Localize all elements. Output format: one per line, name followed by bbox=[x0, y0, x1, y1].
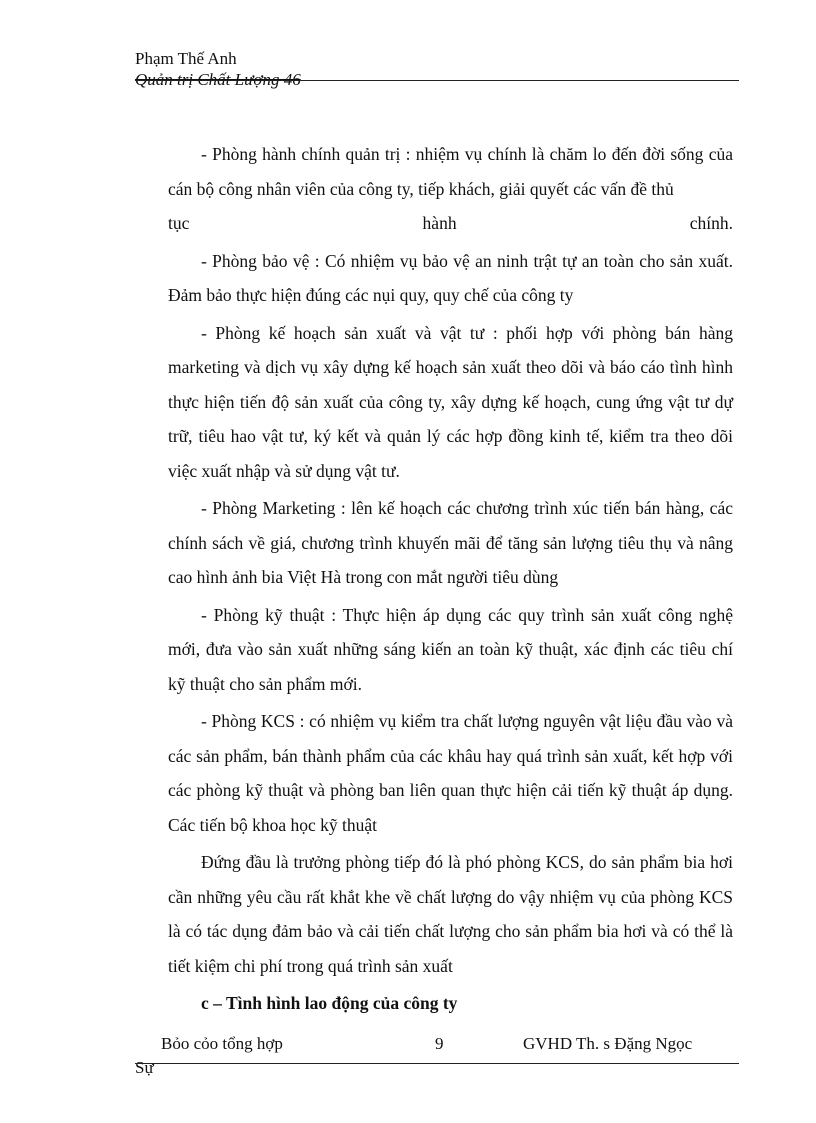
section-heading: c – Tình hình lao động của công ty bbox=[201, 993, 458, 1013]
header-author: Phạm Thế Anh bbox=[135, 49, 237, 68]
paragraph-technical: - Phòng kỹ thuật : Thực hiện áp dụng các quy trình sản xuất công nghệ mới, đưa vào sản xuất những sáng kiến an toàn kỹ thuật, xác định các tiêu chí kỹ thuật cho sản phẩm mới. bbox=[168, 604, 733, 694]
paragraph-kcs: - Phòng KCS : có nhiệm vụ kiểm tra chất lượng nguyên vật liệu đầu vào và các sản phẩm, bán thành phẩm của các khâu hay quá trình sản xuất, kết hợp với các phòng kỹ thuật và phòng ban liên quan thực hiện cải tiến kỹ thuật áp dụng. Các tiến bộ khoa học kỹ thuật bbox=[168, 711, 733, 835]
footer-divider bbox=[135, 1063, 739, 1064]
page-number: 9 bbox=[435, 1034, 444, 1053]
document-body bbox=[168, 137, 733, 1021]
paragraph-admin-last-line: tục hành chính. bbox=[168, 213, 733, 233]
footer-supervisor: GVHD Th. s Đặng Ngọc bbox=[523, 1034, 693, 1053]
paragraph-security: - Phòng bảo vệ : Có nhiệm vụ bảo vệ an ninh trật tự an toàn cho sản xuất. Đảm bảo thực hiện đúng các nụi quy, quy chế của công ty bbox=[168, 250, 733, 305]
page-header bbox=[135, 48, 739, 90]
paragraph-kcs-leadership: Đứng đầu là trưởng phòng tiếp đó là phó phòng KCS, do sản phẩm bia hơi cần những yêu cầu rất khắt khe về chất lượng do vậy nhiệm vụ của phòng KCS là có tác dụng đảm bảo và cải tiến chất lượng cho sản phẩm bia hơi và có thể là tiết kiệm chi phí trong quá trình sản xuất bbox=[168, 852, 733, 976]
header-course: Quản trị Chất Lượng 46 bbox=[135, 70, 301, 89]
paragraph-planning: - Phòng kế hoạch sản xuất và vật tư : phối hợp với phòng bán hàng marketing và dịch vụ xây dựng kế hoạch sản xuất theo dõi và báo cáo tình hình thực hiện tiến độ sản xuất của công ty, xây dựng kế hoạch, cung ứng vật tư dự trữ, tiêu hao vật tư, ký kết và quản lý các hợp đồng kinh tế, kiểm tra theo dõi việc xuất nhập và sử dụng vật tư. bbox=[168, 322, 733, 481]
paragraph-admin bbox=[168, 137, 733, 241]
paragraph-admin-text: - Phòng hành chính quản trị : nhiệm vụ chính là chăm lo đến đời sống của cán bộ công nhân viên của công ty, tiếp khách, giải quyết các vấn đề thủ bbox=[168, 144, 733, 199]
paragraph-marketing: - Phòng Marketing : lên kế hoạch các chương trình xúc tiến bán hàng, các chính sách về giá, chương trình khuyến mãi để tăng sản lượng tiêu thụ và nâng cao hình ảnh bia Việt Hà trong con mắt người tiêu dùng bbox=[168, 498, 733, 587]
header-divider bbox=[135, 80, 739, 81]
footer-report-title: Bỏo cỏo tổng hợp bbox=[161, 1034, 283, 1053]
footer-supervisor-wrap: Sự bbox=[135, 1058, 154, 1077]
